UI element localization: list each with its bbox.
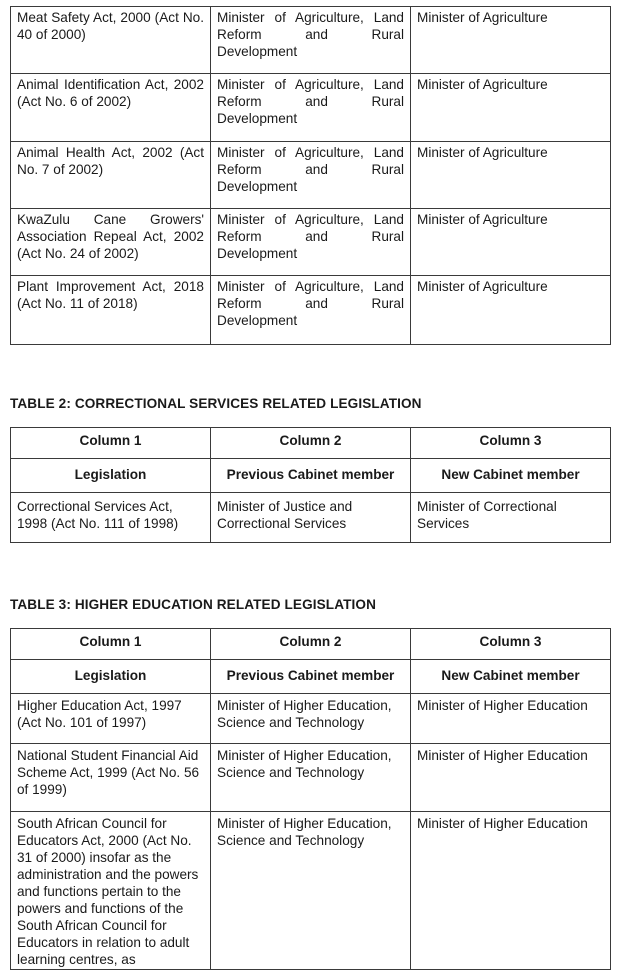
previous-member-header: Previous Cabinet member — [211, 459, 411, 493]
column-label-row — [11, 660, 611, 694]
previous-member-cell: Minister of Higher Education, Science and Technology — [211, 812, 411, 970]
agriculture-legislation-table — [10, 6, 611, 345]
new-member-header: New Cabinet member — [411, 459, 611, 493]
legislation-header: Legislation — [11, 660, 211, 694]
table-row — [11, 744, 611, 812]
legislation-cell: KwaZulu Cane Growers' Association Repeal Act, 2002 (Act No. 24 of 2002) — [11, 209, 211, 276]
table-row — [11, 276, 611, 345]
column-header: Column 3 — [411, 428, 611, 459]
previous-member-cell: Minister of Agriculture, Land Reform and Rural Development — [211, 142, 411, 209]
legislation-header: Legislation — [11, 459, 211, 493]
correctional-services-table — [10, 427, 611, 543]
column-header: Column 2 — [211, 629, 411, 660]
previous-member-cell: Minister of Higher Education, Science and Technology — [211, 744, 411, 812]
new-member-cell: Minister of Agriculture — [411, 142, 611, 209]
previous-member-cell: Minister of Agriculture, Land Reform and Rural Development — [211, 7, 411, 74]
previous-member-cell: Minister of Agriculture, Land Reform and Rural Development — [211, 276, 411, 345]
table-row — [11, 812, 611, 970]
legislation-cell: South African Council for Educators Act, 2000 (Act No. 31 of 2000) insofar as the administration and the powers and functions pertain to the powers and functions of the South African Council for Educators in relation to adult learning centres, as — [11, 812, 211, 970]
table-row — [11, 493, 611, 543]
new-member-cell: Minister of Higher Education — [411, 744, 611, 812]
previous-member-header: Previous Cabinet member — [211, 660, 411, 694]
table2-title: TABLE 2: CORRECTIONAL SERVICES RELATED LEGISLATION — [10, 396, 422, 411]
column-number-row — [11, 428, 611, 459]
column-header: Column 2 — [211, 428, 411, 459]
table-row — [11, 209, 611, 276]
table-row — [11, 694, 611, 744]
table3-title: TABLE 3: HIGHER EDUCATION RELATED LEGISLATION — [10, 597, 376, 612]
previous-member-cell: Minister of Justice and Correctional Services — [211, 493, 411, 543]
new-member-cell: Minister of Higher Education — [411, 812, 611, 970]
column-header: Column 1 — [11, 428, 211, 459]
table-row — [11, 74, 611, 142]
previous-member-cell: Minister of Higher Education, Science and Technology — [211, 694, 411, 744]
previous-member-cell: Minister of Agriculture, Land Reform and Rural Development — [211, 209, 411, 276]
table-row — [11, 142, 611, 209]
legislation-cell: Correctional Services Act, 1998 (Act No. 111 of 1998) — [11, 493, 211, 543]
column-header: Column 1 — [11, 629, 211, 660]
higher-education-table — [10, 628, 611, 970]
previous-member-cell: Minister of Agriculture, Land Reform and Rural Development — [211, 74, 411, 142]
column-label-row — [11, 459, 611, 493]
new-member-cell: Minister of Agriculture — [411, 276, 611, 345]
legislation-cell: National Student Financial Aid Scheme Act, 1999 (Act No. 56 of 1999) — [11, 744, 211, 812]
new-member-cell: Minister of Agriculture — [411, 209, 611, 276]
legislation-cell: Animal Identification Act, 2002 (Act No. 6 of 2002) — [11, 74, 211, 142]
new-member-cell: Minister of Correctional Services — [411, 493, 611, 543]
legislation-cell: Animal Health Act, 2002 (Act No. 7 of 2002) — [11, 142, 211, 209]
table-row — [11, 7, 611, 74]
new-member-header: New Cabinet member — [411, 660, 611, 694]
legislation-cell: Plant Improvement Act, 2018 (Act No. 11 of 2018) — [11, 276, 211, 345]
new-member-cell: Minister of Higher Education — [411, 694, 611, 744]
legislation-cell: Higher Education Act, 1997 (Act No. 101 of 1997) — [11, 694, 211, 744]
legislation-cell: Meat Safety Act, 2000 (Act No. 40 of 2000) — [11, 7, 211, 74]
column-header: Column 3 — [411, 629, 611, 660]
new-member-cell: Minister of Agriculture — [411, 74, 611, 142]
new-member-cell: Minister of Agriculture — [411, 7, 611, 74]
column-number-row — [11, 629, 611, 660]
